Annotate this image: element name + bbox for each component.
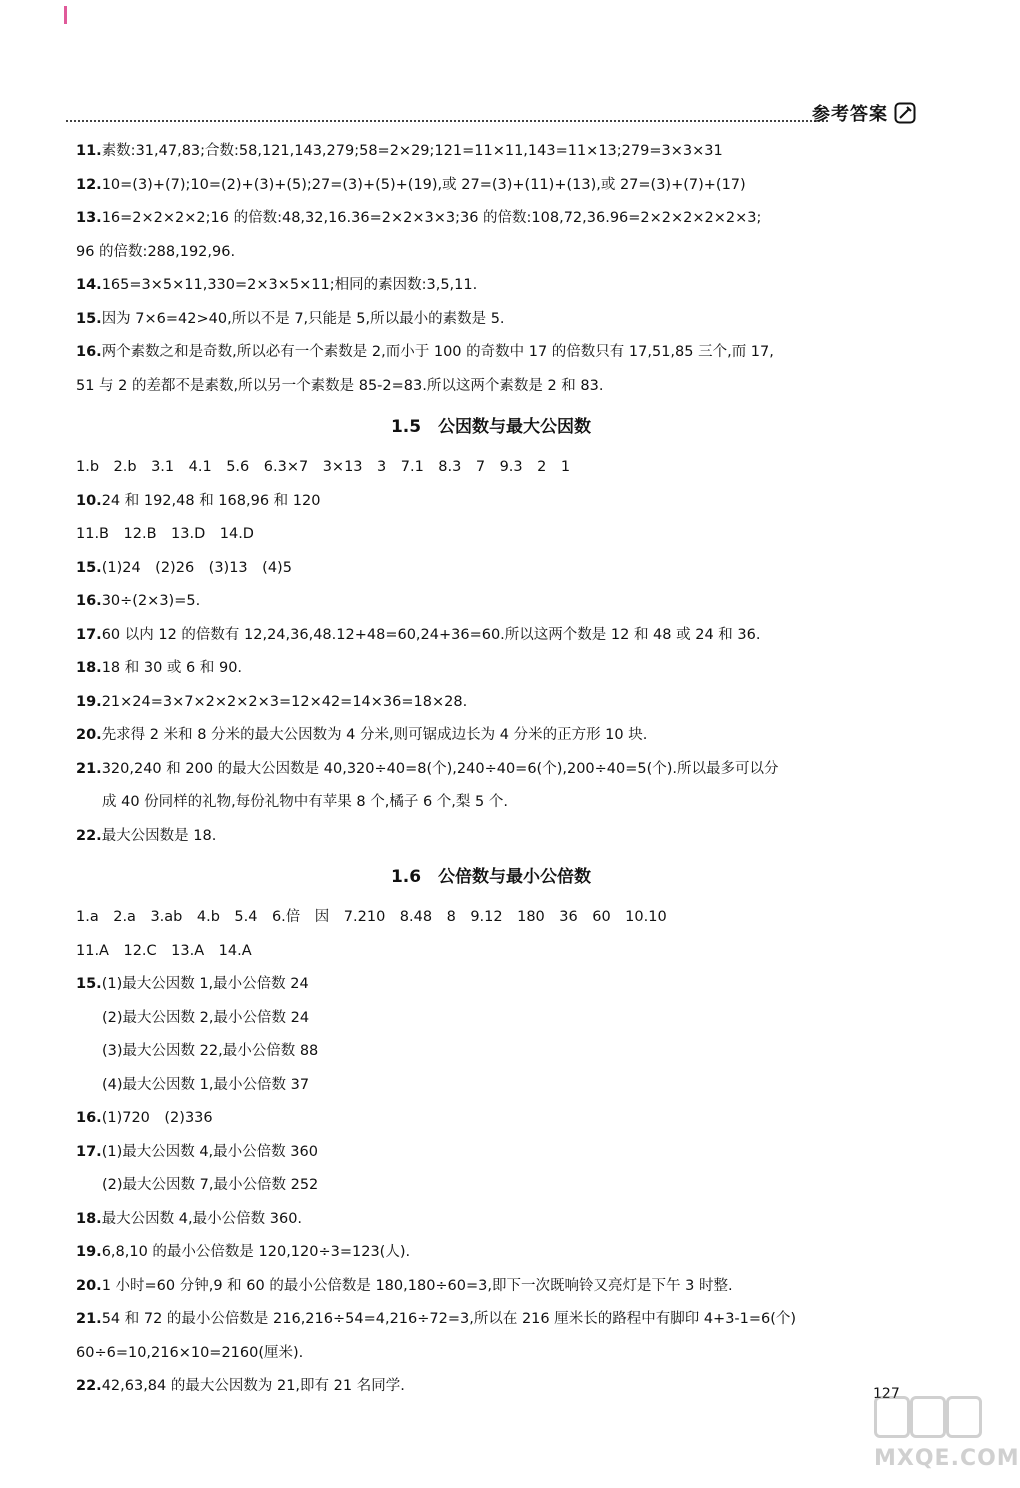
question-number: 19. xyxy=(76,1244,102,1260)
pink-margin-mark xyxy=(64,6,67,24)
question-number: 19. xyxy=(76,693,102,710)
answer-text: (3)最大公因数 22,最小公倍数 88 xyxy=(102,1043,319,1059)
answer-text: 16=2×2×2×2;16 的倍数:48,32,16.36=2×2×3×3;36 的倍数:108,72,36.96=2×2×2×2×2×3; xyxy=(101,210,762,226)
answer-line xyxy=(76,336,936,370)
answer-text: 素数:31,47,83;合数:58,121,143,279;58=2×29;121=11×11,143=11×13;279=3×3×31 xyxy=(101,143,723,159)
question-number: 18. xyxy=(76,1210,102,1227)
answer-line xyxy=(76,786,936,820)
question-number: 22. xyxy=(76,827,102,844)
answer-line xyxy=(76,585,936,619)
answer-line xyxy=(76,1203,936,1237)
answer-text: 54 和 72 的最小公倍数是 216,216÷54=4,216÷72=3,所以在 216 厘米长的路程中有脚印 4+3-1=6(个) xyxy=(101,1311,797,1327)
dotted-rule xyxy=(66,120,828,122)
question-number: 10. xyxy=(76,492,102,509)
answer-text: (1)最大公因数 1,最小公倍数 24 xyxy=(101,976,309,992)
answer-line xyxy=(76,451,936,485)
answer-line xyxy=(76,1102,936,1136)
answer-text: 10=(3)+(7);10=(2)+(3)+(5);27=(3)+(5)+(19),或 27=(3)+(11)+(13),或 27=(3)+(7)+(17) xyxy=(101,176,746,193)
answer-line xyxy=(76,135,936,169)
question-number: 11. xyxy=(76,143,102,159)
question-number: 16. xyxy=(76,344,102,360)
answer-text: 先求得 2 米和 8 分米的最大公因数为 4 分米,则可锯成边长为 4 分米的正方形 10 块. xyxy=(101,727,648,743)
answer-content xyxy=(76,135,936,1404)
answer-text: 1 小时=60 分钟,9 和 60 的最小公倍数是 180,180÷60=3,即下一次既响铃又亮灯是下午 3 时整. xyxy=(101,1277,733,1294)
question-number: 14. xyxy=(76,277,102,293)
answer-line xyxy=(76,169,936,203)
answer-text: 两个素数之和是奇数,所以必有一个素数是 2,而小于 100 的奇数中 17 的倍数只有 17,51,85 三个,而 17, xyxy=(101,344,774,360)
answer-text: 21×24=3×7×2×2×2×3=12×42=14×36=18×28. xyxy=(101,693,468,710)
answer-text: 1.a 2.a 3.ab 4.b 5.4 6.倍 因 7.210 8.48 8 9.12 180 36 60 10.10 xyxy=(76,909,667,925)
answer-line xyxy=(76,303,936,337)
pencil-icon xyxy=(894,102,916,124)
answer-text: 因为 7×6=42>40,所以不是 7,只能是 5,所以最小的素数是 5. xyxy=(101,310,505,327)
question-number: 21. xyxy=(76,760,102,777)
question-number: 21. xyxy=(76,1311,102,1327)
question-number: 17. xyxy=(76,1143,102,1160)
answer-line xyxy=(76,1136,936,1170)
answer-text: 6,8,10 的最小公倍数是 120,120÷3=123(人). xyxy=(101,1244,411,1260)
answer-text: 320,240 和 200 的最大公因数是 40,320÷40=8(个),240÷40=6(个),200÷40=5(个).所以最多可以分 xyxy=(101,760,779,777)
answer-text: 最大公因数是 18. xyxy=(101,827,217,844)
answer-text: 11.B 12.B 13.D 14.D xyxy=(76,526,254,542)
answer-text: (1)24 (2)26 (3)13 (4)5 xyxy=(101,559,292,576)
answer-text: (1)最大公因数 4,最小公倍数 360 xyxy=(101,1143,318,1160)
answer-text: 96 的倍数:288,192,96. xyxy=(76,243,236,260)
answer-text: 60÷6=10,216×10=2160(厘米). xyxy=(76,1344,304,1361)
watermark-domain: MXQE.COM xyxy=(874,1446,1020,1471)
answer-line xyxy=(76,686,936,720)
question-number: 20. xyxy=(76,727,102,743)
question-number: 22. xyxy=(76,1378,102,1394)
answer-line xyxy=(76,753,936,787)
section-title: 1.5 公因数与最大公因数 xyxy=(390,417,592,437)
question-number: 15. xyxy=(76,976,102,992)
answer-text: 60 以内 12 的倍数有 12,24,36,48.12+48=60,24+36=60.所以这两个数是 12 和 48 或 24 和 36. xyxy=(101,626,761,643)
answer-text: 51 与 2 的差都不是素数,所以另一个素数是 85-2=83.所以这两个素数是 2 和 83. xyxy=(76,377,604,394)
answer-line xyxy=(76,1370,936,1404)
answer-line xyxy=(76,619,936,653)
answer-text: (2)最大公因数 2,最小公倍数 24 xyxy=(102,1009,310,1026)
answer-text: 42,63,84 的最大公因数为 21,即有 21 名同学. xyxy=(101,1378,405,1394)
page-header xyxy=(66,100,920,128)
answer-line xyxy=(76,1337,936,1371)
question-number: 15. xyxy=(76,559,102,576)
answer-text: (4)最大公因数 1,最小公倍数 37 xyxy=(102,1076,310,1093)
answer-line xyxy=(76,652,936,686)
question-number: 12. xyxy=(76,176,102,193)
answer-text: 最大公因数 4,最小公倍数 360. xyxy=(101,1210,303,1227)
answer-text: (1)720 (2)336 xyxy=(101,1110,213,1126)
answer-line xyxy=(76,1069,936,1103)
answer-text: 成 40 份同样的礼物,每份礼物中有苹果 8 个,橘子 6 个,梨 5 个. xyxy=(102,794,508,810)
question-number: 15. xyxy=(76,310,102,327)
section-title: 1.6 公倍数与最小公倍数 xyxy=(390,867,592,887)
question-number: 17. xyxy=(76,626,102,643)
answer-text: 30÷(2×3)=5. xyxy=(101,593,201,609)
answer-line xyxy=(76,1169,936,1203)
answer-line xyxy=(76,1236,936,1270)
answer-line xyxy=(76,370,936,404)
answer-line xyxy=(76,485,936,519)
answer-text: 165=3×5×11,330=2×3×5×11;相同的素因数:3,5,11. xyxy=(101,277,478,293)
question-number: 18. xyxy=(76,660,102,676)
page-number: 127 xyxy=(873,1386,900,1402)
watermark-logo xyxy=(874,1396,1020,1480)
answer-line xyxy=(76,518,936,552)
answer-text: (2)最大公因数 7,最小公倍数 252 xyxy=(102,1177,319,1193)
question-number: 13. xyxy=(76,210,102,226)
answer-line xyxy=(76,820,936,854)
answer-line xyxy=(76,236,936,270)
answer-line xyxy=(76,1035,936,1069)
answer-line xyxy=(76,1002,936,1036)
header-title: 参考答案 xyxy=(812,104,888,125)
answer-line xyxy=(76,552,936,586)
answer-line xyxy=(76,269,936,303)
answer-line xyxy=(76,901,936,935)
answer-line xyxy=(76,935,936,969)
answer-text: 1.b 2.b 3.1 4.1 5.6 6.3×7 3×13 3 7.1 8.3 7 9.3 2 1 xyxy=(76,459,571,475)
answer-line xyxy=(76,202,936,236)
question-number: 16. xyxy=(76,593,102,609)
answer-line xyxy=(76,1270,936,1304)
answer-text: 11.A 12.C 13.A 14.A xyxy=(76,942,252,959)
answer-line xyxy=(76,1303,936,1337)
answer-line xyxy=(76,968,936,1002)
question-number: 16. xyxy=(76,1110,102,1126)
answer-text: 18 和 30 或 6 和 90. xyxy=(101,660,243,676)
answer-line xyxy=(76,719,936,753)
answer-text: 24 和 192,48 和 168,96 和 120 xyxy=(101,492,321,509)
question-number: 20. xyxy=(76,1277,102,1294)
